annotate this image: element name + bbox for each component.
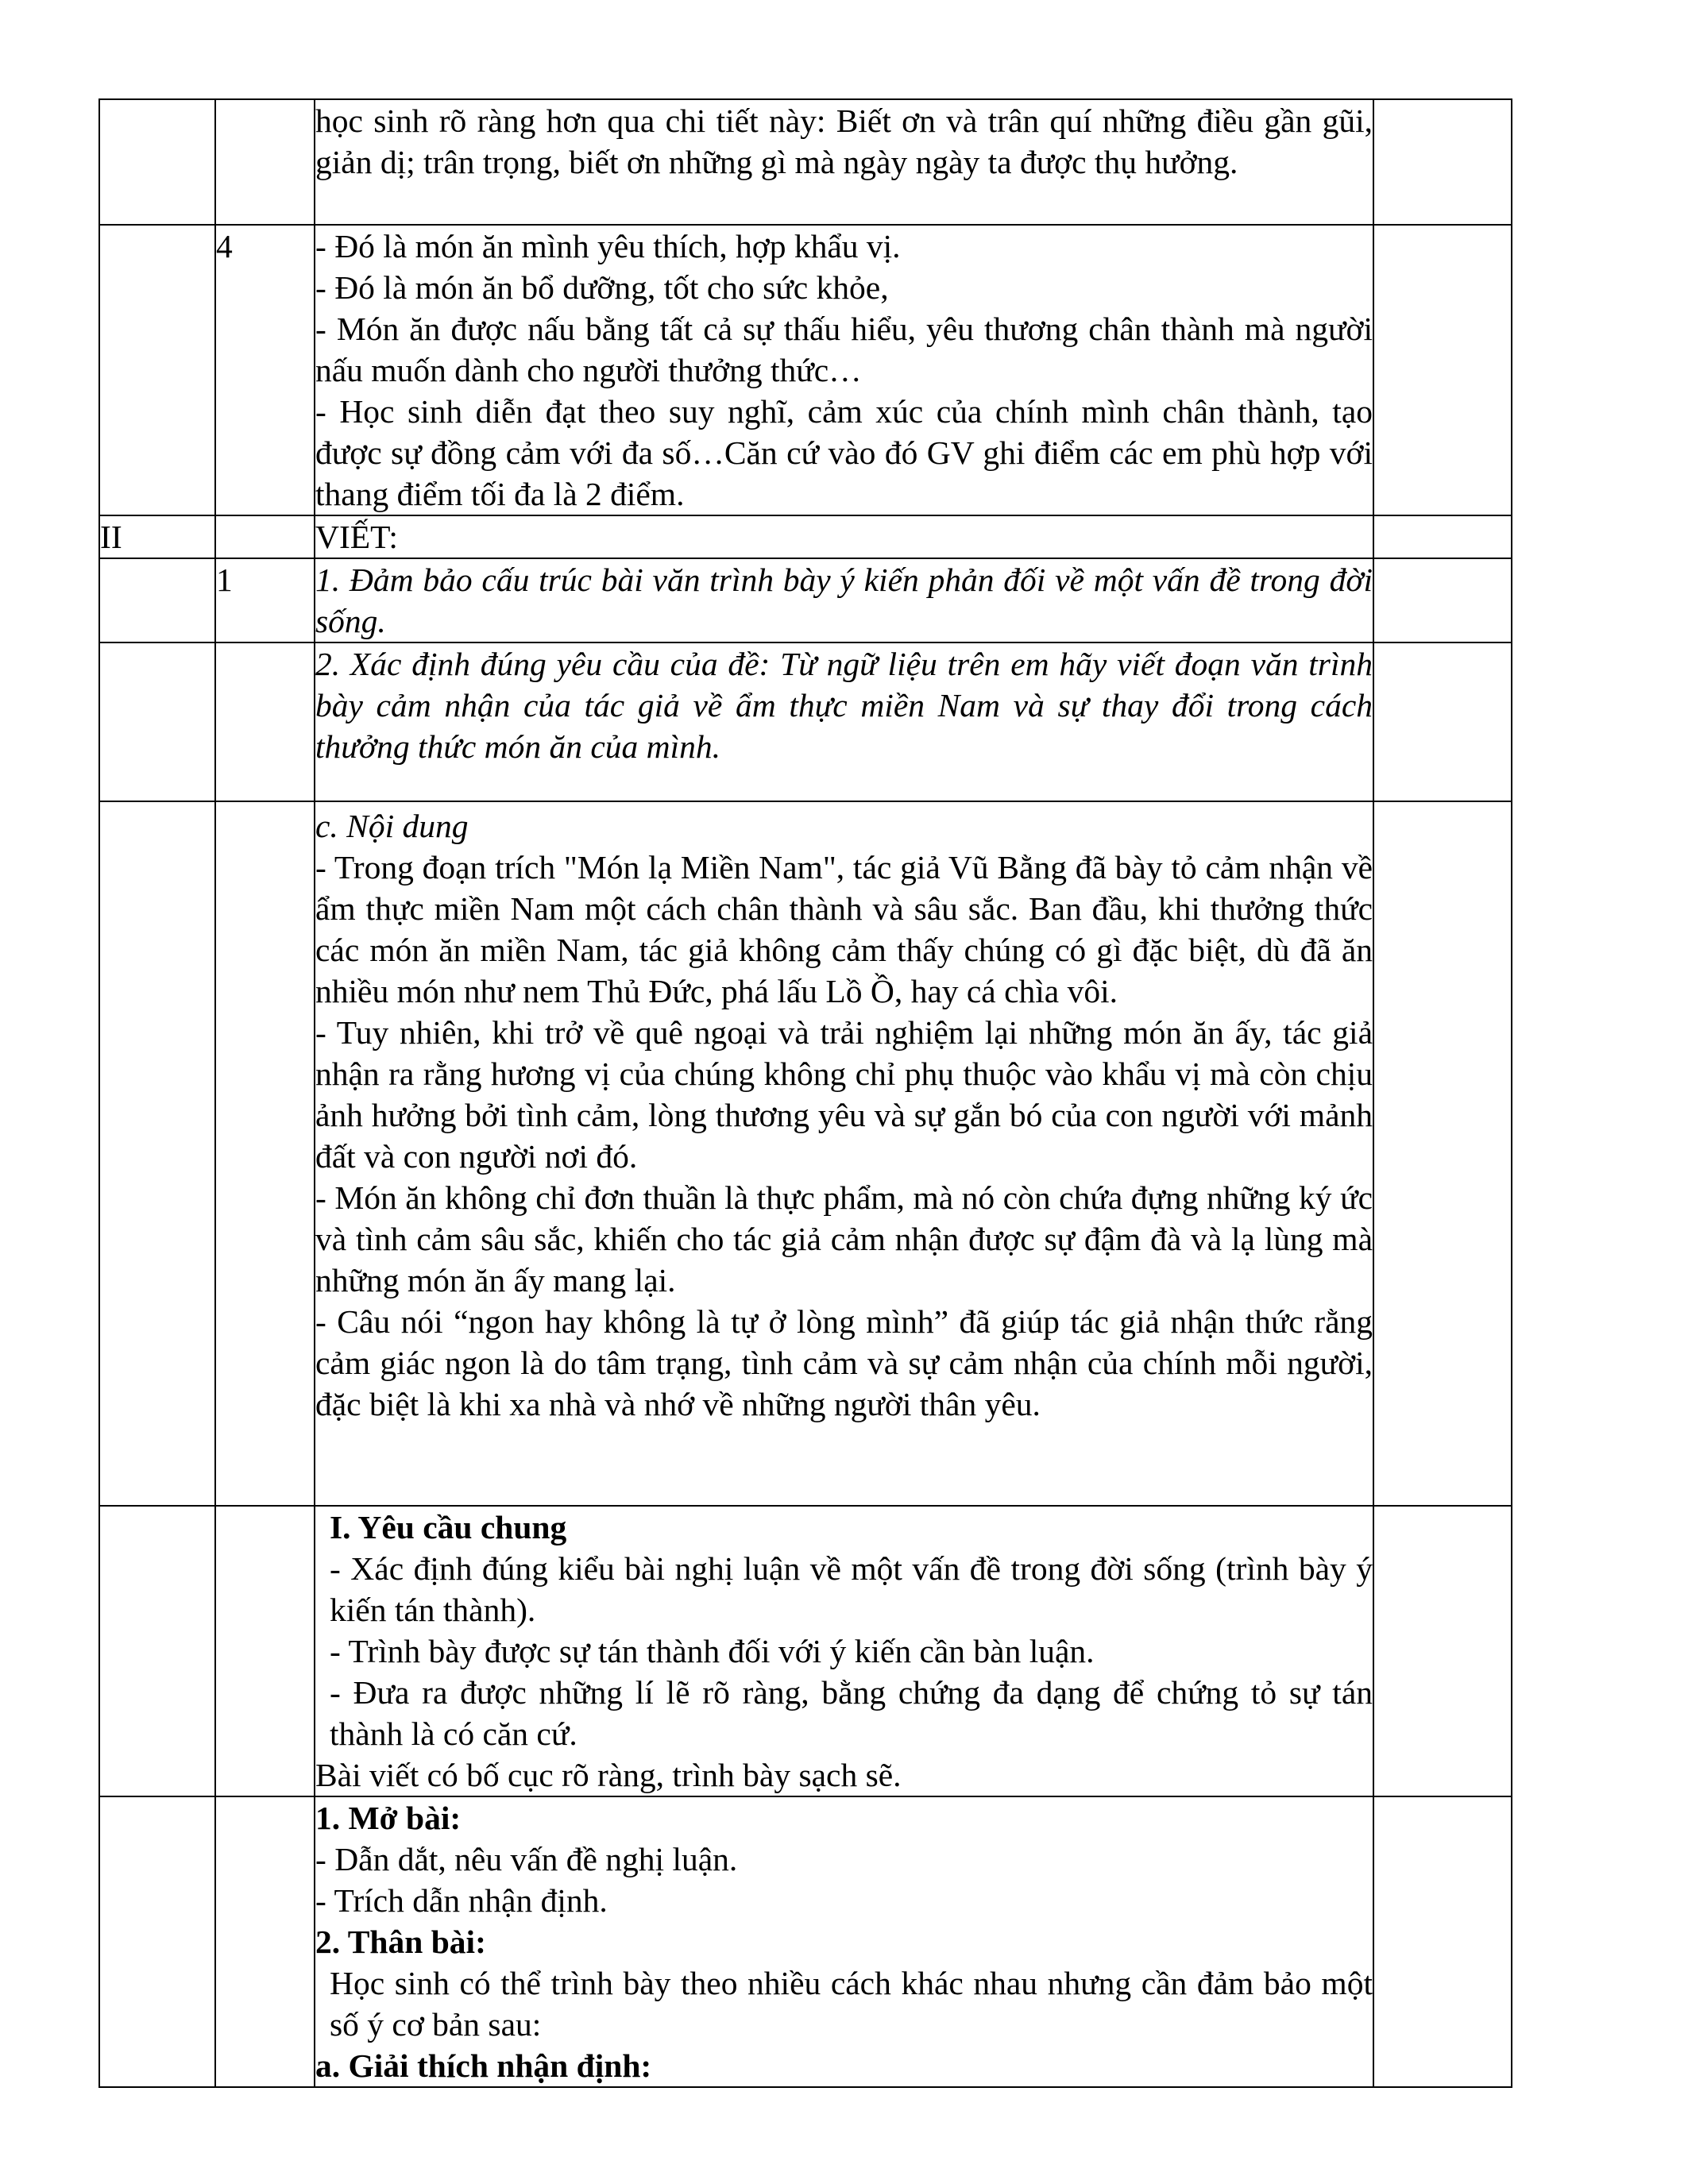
table-row xyxy=(99,225,1512,515)
content-line: Bài viết có bố cục rõ ràng, trình bày sạch sẽ. xyxy=(315,1757,902,1793)
score-cell xyxy=(1373,1506,1512,1796)
section-cell xyxy=(99,1506,215,1796)
content-cell xyxy=(315,1506,1373,1796)
score-cell xyxy=(1373,225,1512,515)
content-heading: c. Nội dung xyxy=(315,808,469,844)
content-line: - Trình bày được sự tán thành đối với ý kiến cần bàn luận. xyxy=(330,1633,1095,1669)
content-heading: a. Giải thích nhận định: xyxy=(315,2047,652,2084)
content-line: - Câu nói “ngon hay không là tự ở lòng mình” đã giúp tác giả nhận thức rằng cảm giác ngon là do tâm trạng, tình cảm và sự cảm nhận của chính mỗi người, đặc biệt là khi xa nhà và nhớ về những người thân yêu. xyxy=(315,1303,1373,1422)
content-line: - Tuy nhiên, khi trở về quê ngoại và trải nghiệm lại những món ăn ấy, tác giả nhận ra rằng hương vị của chúng không chỉ phụ thuộc vào khẩu vị mà còn chịu ảnh hưởng bởi tình cảm, lòng thương yêu và sự gắn bó của con người với mảnh đất và con người nơi đó. xyxy=(315,1014,1373,1175)
section-cell: II xyxy=(99,515,215,558)
section-cell xyxy=(99,558,215,642)
section-cell xyxy=(99,801,215,1506)
content-line: 1. Đảm bảo cấu trúc bài văn trình bày ý kiến phản đối về một vấn đề trong đời sống. xyxy=(315,561,1373,639)
content-line: - Dẫn dắt, nêu vấn đề nghị luận. xyxy=(315,1841,738,1877)
question-cell: 1 xyxy=(215,558,315,642)
score-cell xyxy=(1373,801,1512,1506)
content-cell xyxy=(315,801,1373,1506)
table-row xyxy=(99,801,1512,1506)
content-cell xyxy=(315,99,1373,225)
question-cell xyxy=(215,801,315,1506)
content-line: - Đó là món ăn mình yêu thích, hợp khẩu vị. xyxy=(315,228,901,264)
content-line: - Học sinh diễn đạt theo suy nghĩ, cảm xúc của chính mình chân thành, tạo được sự đồng cảm với đa số…Căn cứ vào đó GV ghi điểm các em phù hợp với thang điểm tối đa là 2 điểm. xyxy=(315,393,1373,512)
section-cell xyxy=(99,1796,215,2087)
content-line: - Món ăn được nấu bằng tất cả sự thấu hiểu, yêu thương chân thành mà người nấu muốn dành cho người thưởng thức… xyxy=(315,311,1373,388)
table-row xyxy=(99,1796,1512,2087)
content-line: - Xác định đúng kiểu bài nghị luận về một vấn đề trong đời sống (trình bày ý kiến tán thành). xyxy=(330,1550,1373,1628)
content-line: học sinh rõ ràng hơn qua chi tiết này: Biết ơn và trân quí những điều gần gũi, giản dị; trân trọng, biết ơn những gì mà ngày ngày ta được thụ hưởng. xyxy=(315,102,1373,180)
question-cell: 4 xyxy=(215,225,315,515)
content-cell xyxy=(315,225,1373,515)
score-cell xyxy=(1373,515,1512,558)
section-cell xyxy=(99,99,215,225)
score-cell xyxy=(1373,642,1512,801)
content-cell xyxy=(315,642,1373,801)
section-cell xyxy=(99,225,215,515)
content-cell xyxy=(315,1796,1373,2087)
table-row xyxy=(99,1506,1512,1796)
content-heading: 2. Thân bài: xyxy=(315,1924,486,1960)
content-heading: I. Yêu cầu chung xyxy=(330,1509,567,1545)
content-heading: 1. Mở bài: xyxy=(315,1800,462,1836)
content-line: - Đưa ra được những lí lẽ rõ ràng, bằng chứng đa dạng để chứng tỏ sự tán thành là có căn cứ. xyxy=(330,1674,1373,1752)
content-line: Học sinh có thể trình bày theo nhiều cách khác nhau nhưng cần đảm bảo một số ý cơ bản sau: xyxy=(330,1965,1373,2043)
question-cell xyxy=(215,1796,315,2087)
content-line: 2. Xác định đúng yêu cầu của đề: Từ ngữ liệu trên em hãy viết đoạn văn trình bày cảm nhận của tác giả về ẩm thực miền Nam và sự thay đổi trong cách thưởng thức món ăn của mình. xyxy=(315,646,1373,765)
table-row xyxy=(99,642,1512,801)
question-cell xyxy=(215,642,315,801)
content-cell xyxy=(315,515,1373,558)
question-cell xyxy=(215,99,315,225)
score-cell xyxy=(1373,558,1512,642)
score-cell xyxy=(1373,1796,1512,2087)
table-row xyxy=(99,558,1512,642)
answer-key-table xyxy=(98,98,1512,2088)
content-cell xyxy=(315,558,1373,642)
question-cell xyxy=(215,1506,315,1796)
section-heading: VIẾT: xyxy=(315,519,398,555)
content-line: - Trích dẫn nhận định. xyxy=(315,1882,608,1919)
content-line: - Đó là món ăn bổ dưỡng, tốt cho sức khỏe, xyxy=(315,269,889,306)
score-cell xyxy=(1373,99,1512,225)
section-cell xyxy=(99,642,215,801)
question-cell xyxy=(215,515,315,558)
content-line: - Trong đoạn trích "Món lạ Miền Nam", tác giả Vũ Bằng đã bày tỏ cảm nhận về ẩm thực miền Nam một cách chân thành và sâu sắc. Ban đầu, khi thưởng thức các món ăn miền Nam, tác giả không cảm thấy chúng có gì đặc biệt, dù đã ăn nhiều món như nem Thủ Đức, phá lấu Lồ Ồ, hay cá chìa vôi. xyxy=(315,849,1373,1009)
table-row xyxy=(99,515,1512,558)
table-row xyxy=(99,99,1512,225)
content-line: - Món ăn không chỉ đơn thuần là thực phẩm, mà nó còn chứa đựng những ký ức và tình cảm sâu sắc, khiến cho tác giả cảm nhận được sự đậm đà và lạ lùng mà những món ăn ấy mang lại. xyxy=(315,1179,1373,1298)
